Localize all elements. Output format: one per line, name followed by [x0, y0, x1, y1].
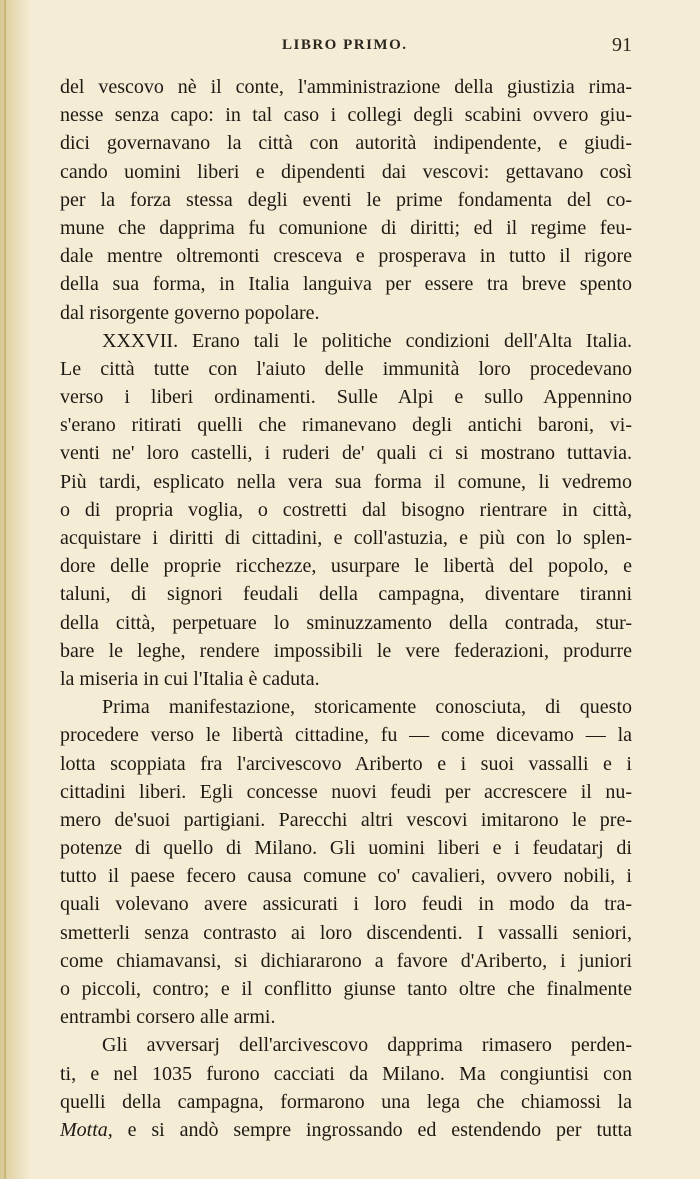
text-line: tutto il paese fecero causa comune co' cavalieri, ovvero nobili, i: [60, 865, 632, 888]
text-line: o di propria voglia, o costretti dal bisogno rientrare in città,: [60, 498, 632, 521]
text-line: Le città tutte con l'aiuto delle immunità loro procedevano: [60, 357, 632, 380]
text-line: nesse senza capo: in tal caso i collegi degli scabini ovvero giu-: [60, 104, 632, 127]
text-line: la miseria in cui l'Italia è caduta.: [60, 667, 320, 690]
text-line: procedere verso le libertà cittadine, fu — come dicevamo — la: [60, 724, 632, 747]
text-line: entrambi corsero alle armi.: [60, 1006, 276, 1029]
text-line: o piccoli, contro; e il conflitto giunse tanto oltre che finalmente: [60, 978, 632, 1000]
text-line: verso i liberi ordinamenti. Sulle Alpi e sullo Appennino: [60, 386, 632, 409]
text-line: smetterli senza contrasto ai loro discendenti. I vassalli seniori,: [60, 921, 632, 944]
text-line: acquistare i diritti di cittadini, e coll'astuzia, e più con lo splen-: [60, 527, 632, 549]
text-line: quali volevano avere assicurati i loro feudi in modo da tra-: [60, 893, 632, 916]
text-line: quelli della campagna, formarono una lega che chiamossi la: [60, 1090, 632, 1113]
text-line: dici governavano la città con autorità indipendente, e giudi-: [60, 132, 632, 155]
text-line: venti ne' loro castelli, i ruderi de' quali ci si mostrano tuttavia.: [60, 442, 632, 465]
text-line-with-italic: [60, 1116, 632, 1144]
text-line: dale mentre oltremonti cresceva e prosperava in tutto il rigore: [60, 245, 632, 268]
text-line: della sua forma, in Italia languiva per essere tra breve spento: [60, 273, 632, 296]
text-line: bare le leghe, rendere impossibili le vere federazioni, produrre: [60, 639, 632, 662]
text-line: dal risorgente governo popolare.: [60, 301, 320, 324]
text-line: cittadini liberi. Egli concesse nuovi feudi per accrescere il nu-: [60, 780, 632, 803]
text-line: mero de'suoi partigiani. Parecchi altri vescovi imitarono le pre-: [60, 808, 632, 831]
text-line: mune che dapprima fu comunione di diritti; ed il regime feu-: [60, 216, 632, 239]
text-line: Più tardi, esplicato nella vera sua forma il comune, li vedremo: [60, 470, 632, 493]
binding-line: [4, 0, 6, 1179]
text-line: del vescovo nè il conte, l'amministrazione della giustizia rima-: [60, 76, 632, 98]
paragraph-first-line: XXXVII. Erano tali le politiche condizioni dell'Alta Italia.: [102, 329, 632, 352]
text-line: potenze di quello di Milano. Gli uomini liberi e i feudatarj di: [60, 837, 632, 860]
text-line: lotta scoppiata fra l'arcivescovo Ariberto e i suoi vassalli e i: [60, 752, 632, 775]
text-line: per la forza stessa degli eventi le prime fondamenta del co-: [60, 188, 632, 211]
text-line: ti, e nel 1035 furono cacciati da Milano. Ma congiuntisi con: [60, 1062, 632, 1085]
text-line: come chiamavansi, si dichiararono a favore d'Ariberto, i juniori: [60, 949, 632, 972]
page-number: 91: [612, 34, 632, 56]
paragraph-first-line: Gli avversarj dell'arcivescovo dapprima rimasero perden-: [102, 1034, 632, 1057]
text-line: cando uomini liberi e dipendenti dai vescovi: gettavano così: [60, 160, 632, 183]
text-line: della città, perpetuare lo sminuzzamento della contrada, stur-: [60, 611, 632, 634]
text-line: s'erano ritirati quelli che rimanevano degli antichi baroni, vi-: [60, 414, 632, 437]
body-text: [60, 73, 632, 1144]
paragraph-first-line: Prima manifestazione, storicamente conosciuta, di questo: [102, 696, 632, 719]
running-header: [0, 34, 700, 65]
italic-term: Motta,: [60, 1118, 113, 1141]
text-fragment: e si andò sempre ingrossando ed estendendo per tutta: [112, 1118, 632, 1141]
running-title: LIBRO PRIMO.: [282, 37, 408, 53]
text-line: dore delle proprie ricchezze, usurpare le libertà del popolo, e: [60, 555, 632, 578]
text-line: taluni, di signori feudali della campagna, diventare tiranni: [60, 583, 632, 606]
